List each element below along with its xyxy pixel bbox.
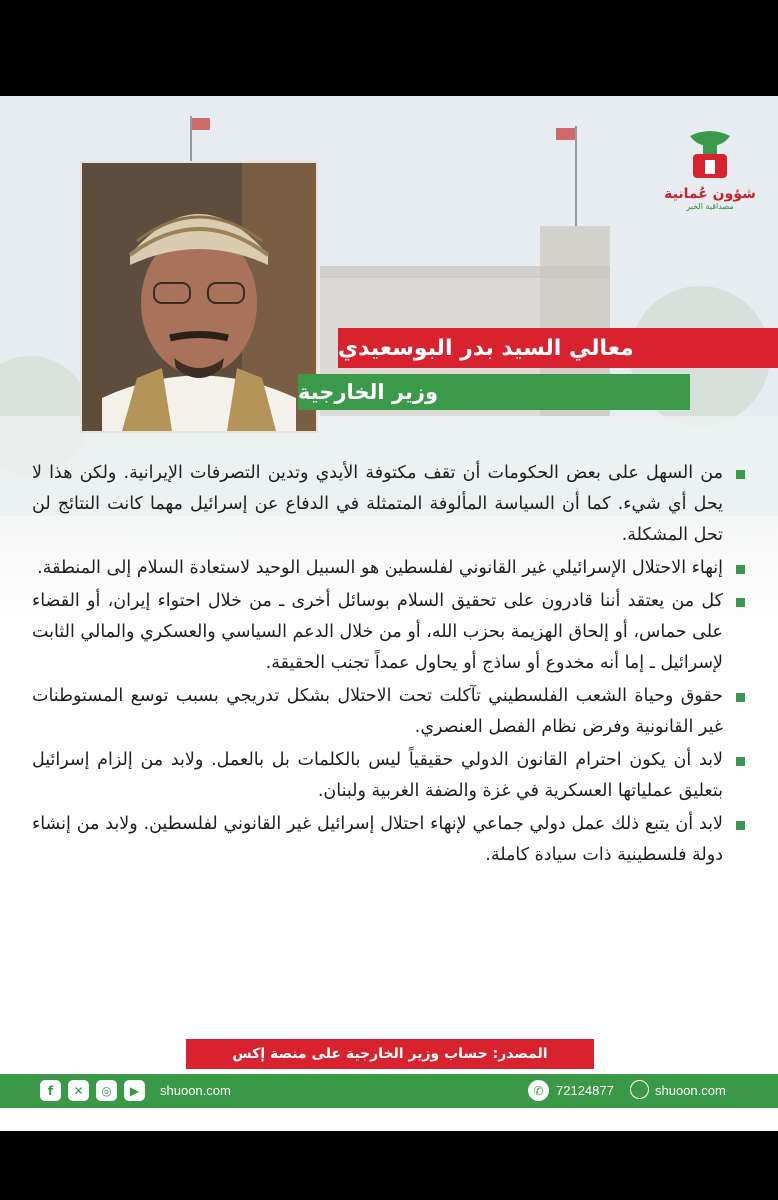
statement-text: من السهل على بعض الحكومات أن تقف مكتوفة الأيدي وتدين التصرفات الإيرانية. ولكن هذا لا يحل أي شيء. كما أن السياسة المألوفة المتمثلة في الدفاع عن إسرائيل مهما كانت النتائج لن تحل المشكلة. [32,463,723,545]
logo-emblem-icon [685,128,735,180]
shuoon-logo [655,128,765,224]
statement-item [32,681,747,743]
globe-icon [630,1080,649,1099]
statement-list [32,458,747,873]
statement-text: لابد أن يتبع ذلك عمل دولي جماعي لإنهاء احتلال إسرائيل غير القانوني لفلسطين. ولابد من إنشاء دولة فلسطينية ذات سيادة كاملة. [32,814,723,865]
minister-name-banner: معالي السيد بدر البوسعيدي [338,328,778,368]
statement-item [32,809,747,871]
footer-phone[interactable]: 72124877 [556,1083,614,1098]
statement-text: لابد أن يكون احترام القانون الدولي حقيقياً ليس بالكلمات بل بالعمل. ولابد من إلزام إسرائيل بتعليق عملياتها العسكرية في غزة والضفة الغربية ولبنان. [32,750,723,801]
statement-item [32,458,747,551]
statement-text: حقوق وحياة الشعب الفلسطيني تآكلت تحت الاحتلال بشكل تدريجي بسبب توسع المستوطنات غير القانونية وفرض نظام الفصل العنصري. [32,686,723,737]
footer-bar [0,1074,778,1108]
logo-tagline: مصداقية الخبر [686,202,734,211]
x-icon[interactable]: ✕ [68,1080,89,1101]
statement-item [32,586,747,679]
bullet-square-icon [736,565,745,574]
logo-name: شؤون عُمانية [664,186,756,202]
facebook-icon[interactable]: f [40,1080,61,1101]
minister-photo [80,161,318,433]
instagram-icon[interactable]: ◎ [96,1080,117,1101]
footer-website-right[interactable]: shuoon.com [655,1083,726,1098]
source-label: المصدر: حساب وزير الخارجية على منصة إكس [186,1039,594,1069]
statement-text: كل من يعتقد أننا قادرون على تحقيق السلام بوسائل أخرى ـ من خلال احتواء إيران، أو القضاء على حماس، أو إلحاق الهزيمة بحزب الله، أو من خلال الدعم السياسي والعسكري والمالي الثابت لإسرائيل ـ إما أنه مخدوع أو ساذج أو يحاول عمداً تجنب الحقيقة. [31,591,723,673]
social-icons [40,1080,145,1101]
bullet-square-icon [736,598,745,607]
footer-website-left[interactable]: shuoon.com [160,1083,231,1098]
poster [0,96,778,1131]
youtube-icon[interactable]: ▶ [124,1080,145,1101]
statement-item [32,553,747,584]
minister-title-banner: وزير الخارجية [298,374,690,410]
bullet-square-icon [736,821,745,830]
bullet-square-icon [736,757,745,766]
bullet-square-icon [736,470,745,479]
statement-text: إنهاء الاحتلال الإسرائيلي غير القانوني لفلسطين هو السبيل الوحيد لاستعادة السلام إلى المنطقة. [37,558,723,578]
whatsapp-icon: ✆ [528,1080,549,1101]
portrait-illustration [82,163,316,431]
bullet-square-icon [736,693,745,702]
statement-item [32,745,747,807]
